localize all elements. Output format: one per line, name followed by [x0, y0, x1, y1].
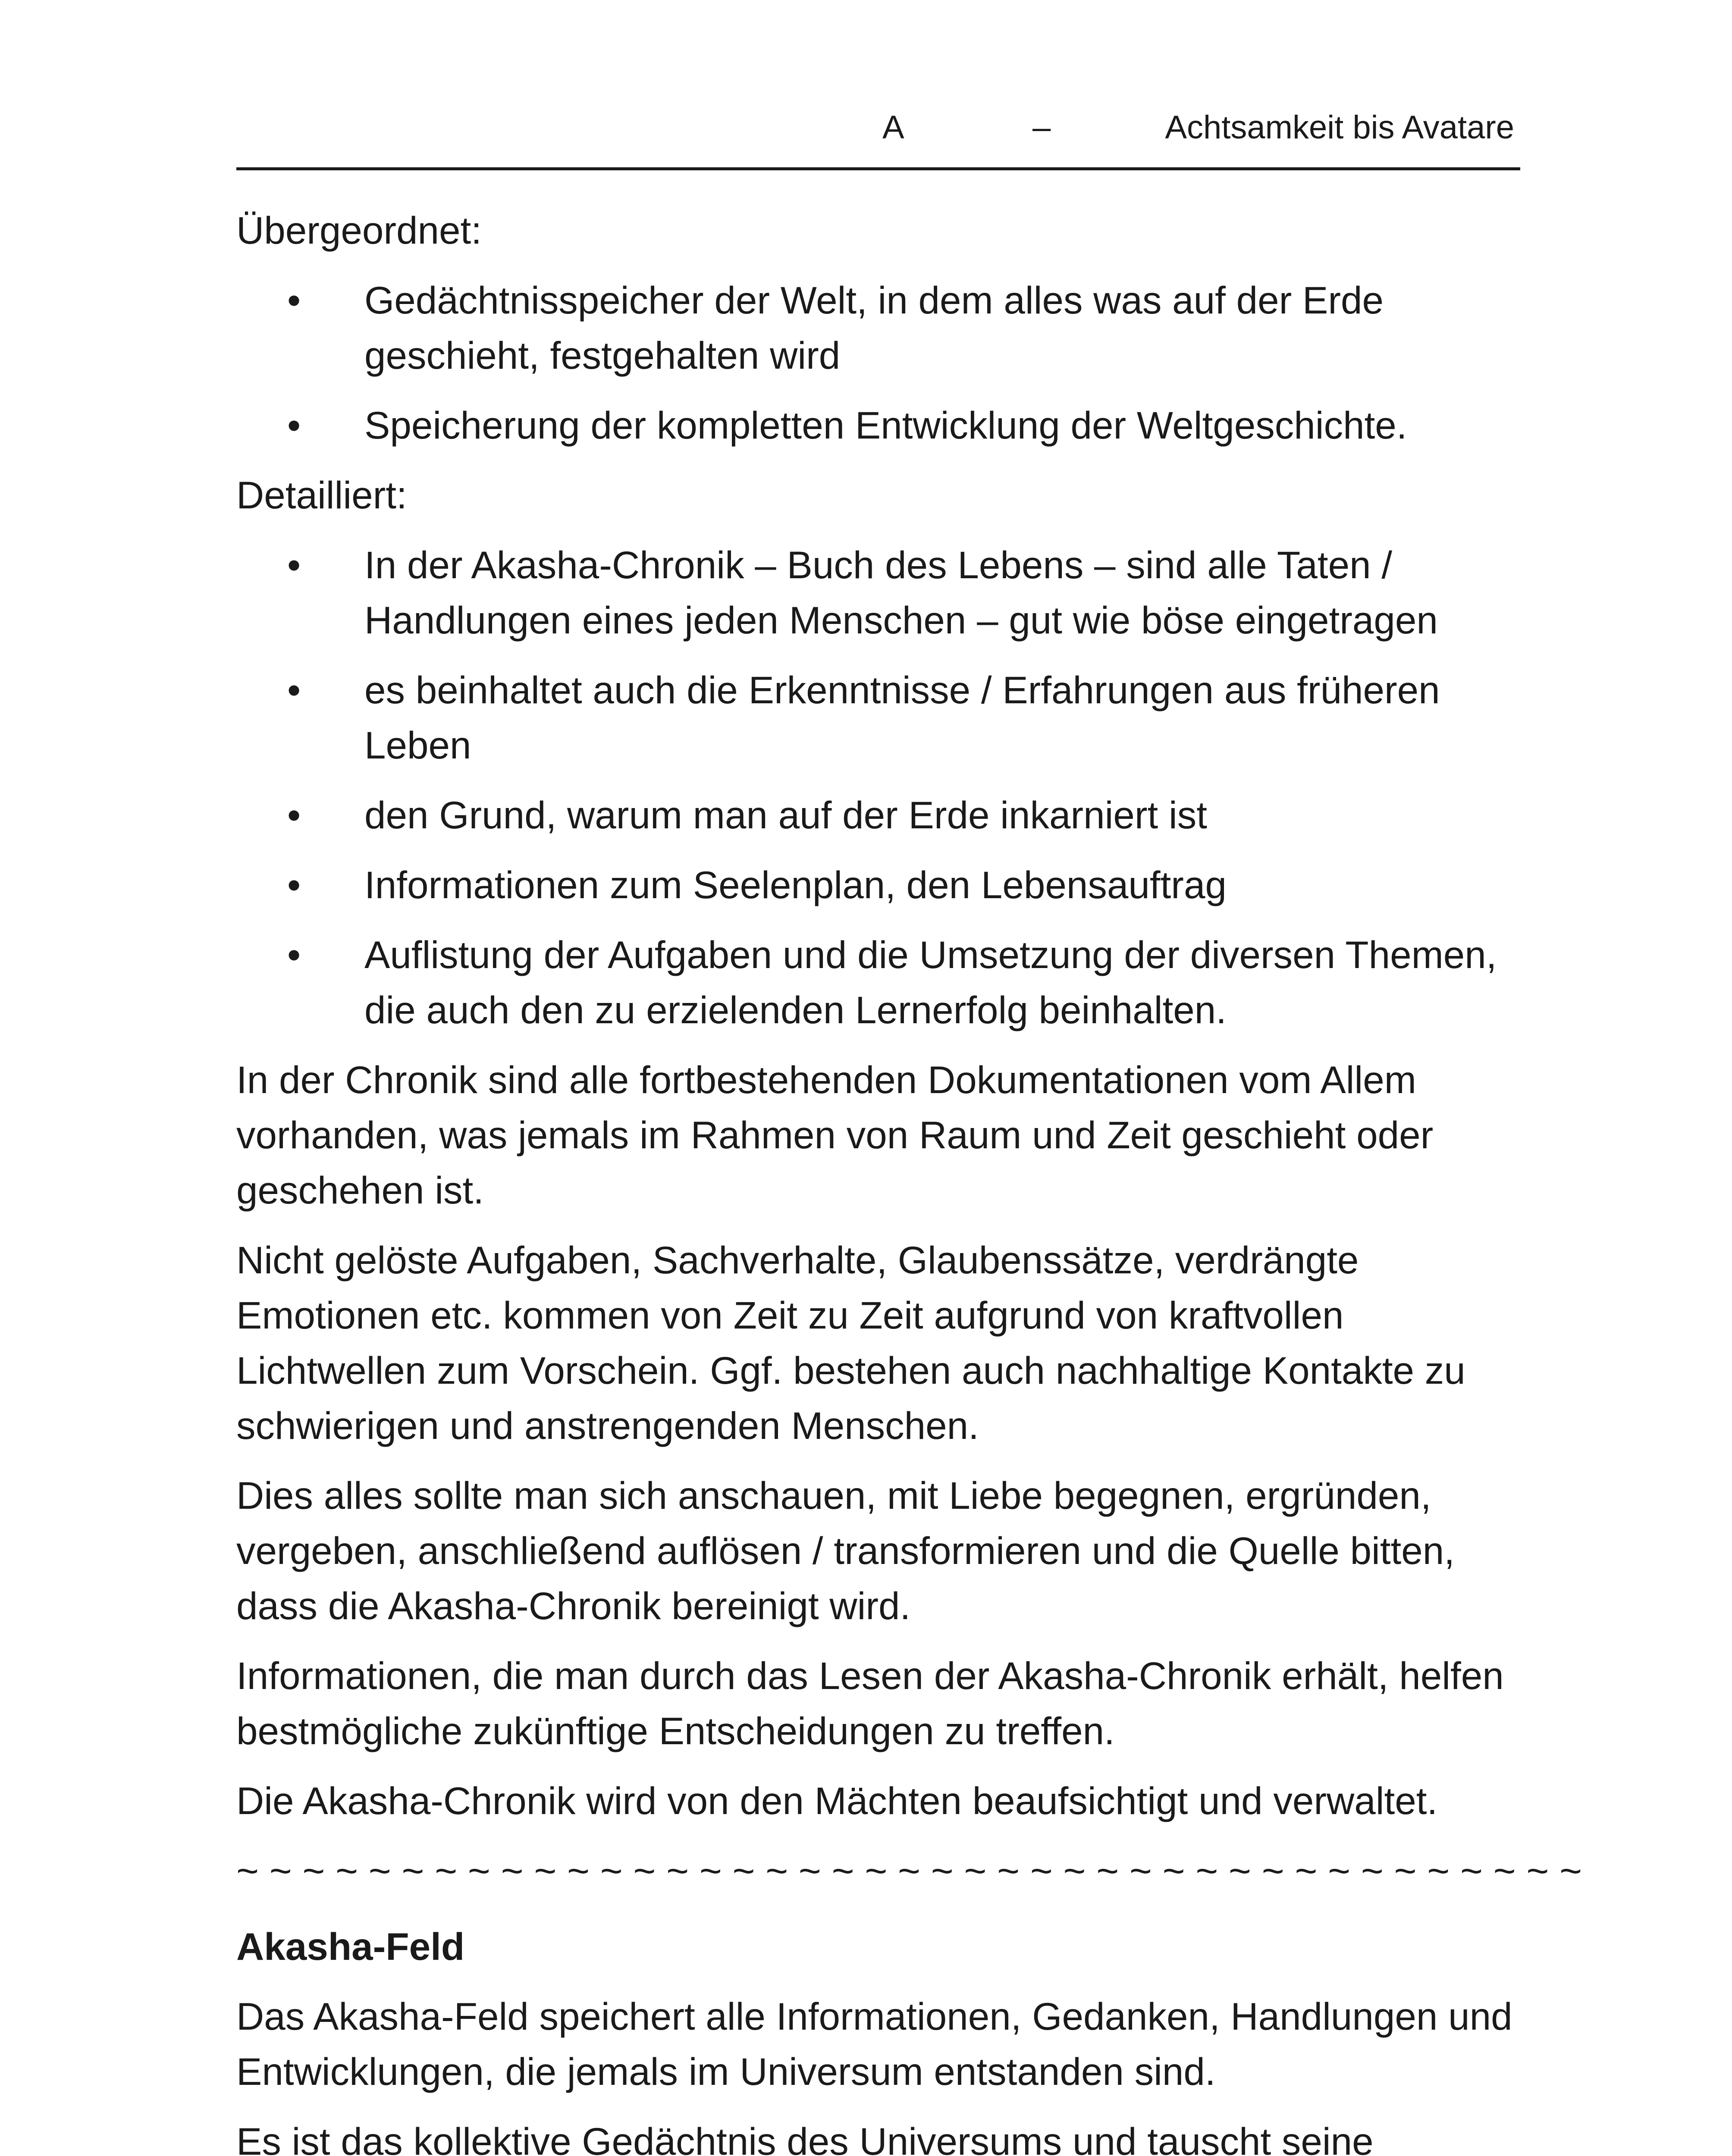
- bullet-icon: •: [287, 279, 301, 322]
- header-rule: [236, 167, 1520, 170]
- detail-label: Detailliert:: [236, 473, 407, 517]
- list-item-text: es beinhaltet auch die Erkenntnisse / Erfahrungen aus früheren Leben: [364, 668, 1440, 767]
- body-paragraph: Informationen, die man durch das Lesen der Akasha-Chronik erhält, helfen bestmögliche zukünftige Entscheidungen zu treffen.: [236, 1654, 1504, 1752]
- bullet-icon: •: [287, 793, 301, 837]
- list-item: [236, 927, 1539, 1037]
- bullet-icon: •: [287, 543, 301, 586]
- list-item-text: den Grund, warum man auf der Erde inkarniert ist: [364, 793, 1207, 837]
- body-paragraph: Das Akasha-Feld speichert alle Informationen, Gedanken, Handlungen und Entwicklungen, die jemals im Universum entstanden sind.: [236, 1995, 1512, 2093]
- body-paragraph: Nicht gelöste Aufgaben, Sachverhalte, Glaubenssätze, verdrängte Emotionen etc. kommen von Zeit zu Zeit aufgrund von kraftvollen Lichtwellen zum Vorschein. Ggf. bestehen auch nachhaltige Kontakte zu schwierigen und anstrengenden Menschen.: [236, 1238, 1465, 1447]
- list-item: [236, 787, 1539, 843]
- header-title: Achtsamkeit bis Avatare: [1165, 109, 1514, 146]
- running-header: [236, 103, 1519, 168]
- body-paragraph: Dies alles sollte man sich anschauen, mit Liebe begegnen, ergründen, vergeben, anschließend auflösen / transformieren und die Quelle bitten, dass die Akasha-Chronik bereinigt wird.: [236, 1474, 1455, 1627]
- bullet-icon: •: [287, 404, 301, 447]
- section-heading: Akasha-Feld: [236, 1925, 465, 1968]
- body-paragraph: In der Chronik sind alle fortbestehenden Dokumentationen vom Allem vorhanden, was jemals im Rahmen von Raum und Zeit geschieht oder geschehen ist.: [236, 1058, 1434, 1212]
- tilde-separator: ~ ~ ~ ~ ~ ~ ~ ~ ~ ~ ~ ~ ~ ~ ~ ~ ~ ~ ~ ~ ~ ~ ~ ~ ~ ~ ~ ~ ~ ~ ~ ~ ~ ~ ~ ~ ~ ~ ~ ~ ~: [236, 1849, 1582, 1892]
- body-paragraph: Es ist das kollektive Gedächtnis des Universums und tauscht seine: [236, 2120, 1374, 2156]
- list-item: [236, 857, 1539, 912]
- list-item-text: Speicherung der kompletten Entwicklung der Weltgeschichte.: [364, 404, 1407, 447]
- list-item-text: Gedächtnisspeicher der Welt, in dem alles was auf der Erde geschieht, festgehalten wird: [364, 279, 1384, 377]
- bullet-icon: •: [287, 933, 301, 976]
- bullet-icon: •: [287, 668, 301, 711]
- list-item: [236, 537, 1539, 648]
- list-item-text: Auflistung der Aufgaben und die Umsetzung der diversen Themen, die auch den zu erzielenden Lernerfolg beinhalten.: [364, 933, 1497, 1031]
- detail-list: [236, 537, 1539, 1037]
- list-item-text: Informationen zum Seelenplan, den Lebensauftrag: [364, 863, 1227, 906]
- list-item-text: In der Akasha-Chronik – Buch des Lebens – sind alle Taten / Handlungen eines jeden Menschen – gut wie böse eingetragen: [364, 543, 1438, 642]
- header-dash: –: [1032, 109, 1051, 146]
- list-item: [236, 398, 1539, 453]
- page-body: [236, 203, 1582, 2156]
- list-item: [236, 662, 1539, 773]
- overview-list: [236, 273, 1539, 453]
- list-item: [236, 273, 1539, 383]
- body-paragraph: Die Akasha-Chronik wird von den Mächten beaufsichtigt und verwaltet.: [236, 1779, 1438, 1822]
- bullet-icon: •: [287, 863, 301, 906]
- header-letter: A: [882, 109, 904, 146]
- overview-label: Übergeordnet:: [236, 209, 482, 252]
